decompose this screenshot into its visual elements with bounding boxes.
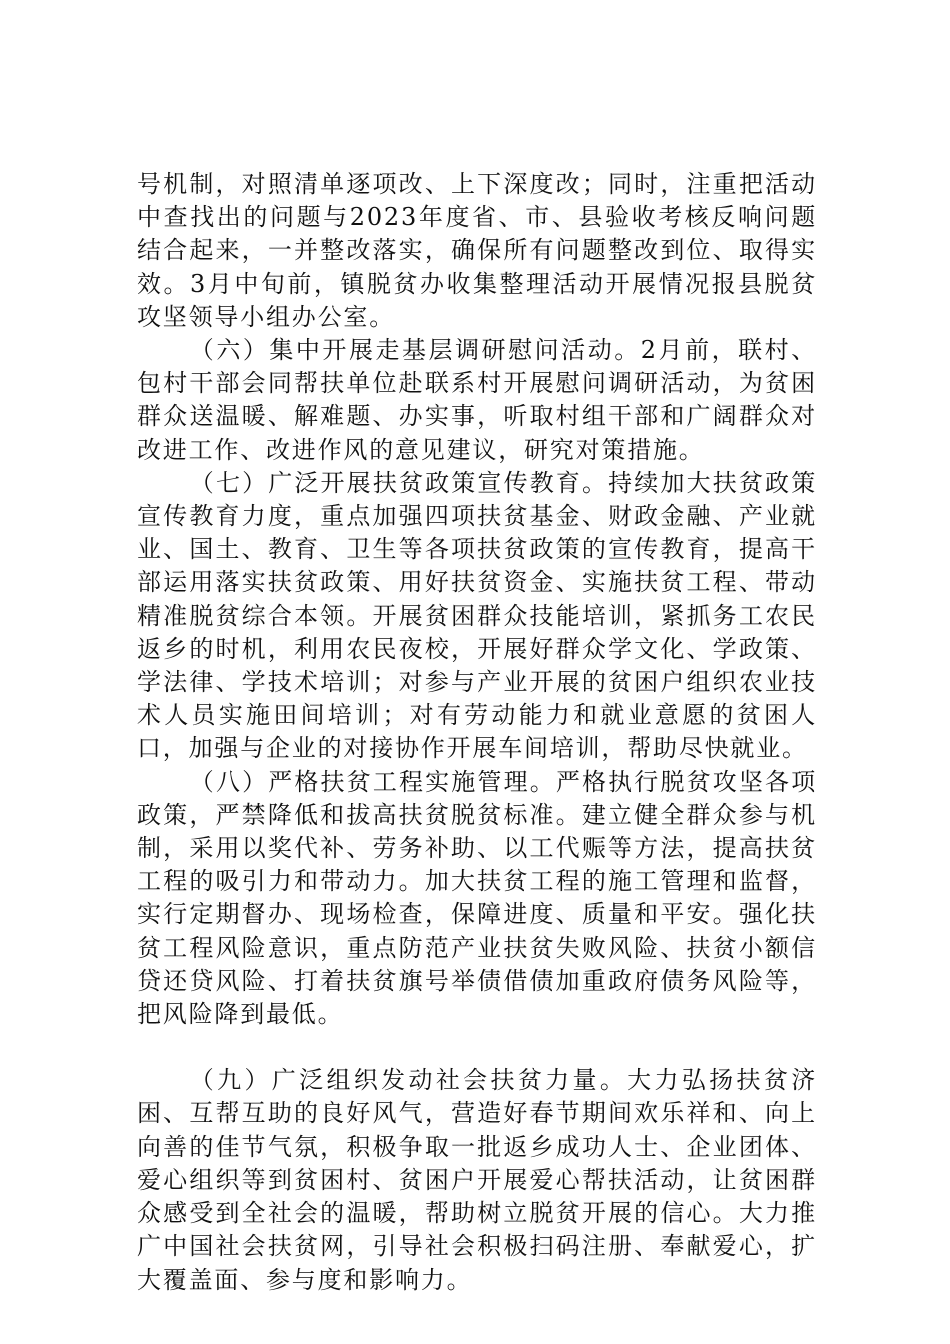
paragraph-continuation: 号机制，对照清单逐项改、上下深度改；同时，注重把活动中查找出的问题与2023年度省、市、县验收考核反响问题结合起来，一并整改落实，确保所有问题整改到位、取得实效。3月中旬前，镇脱贫办收集整理活动开展情况报县脱贫攻坚领导小组办公室。 bbox=[137, 170, 817, 331]
paragraph-section-8: （八）严格扶贫工程实施管理。严格执行脱贫攻坚各项政策，严禁降低和拔高扶贫脱贫标准。建立健全群众参与机制，采用以奖代补、劳务补助、以工代赈等方法，提高扶贫工程的吸引力和带动力。加大扶贫工程的施工管理和监督，实行定期督办、现场检查，保障进度、质量和平安。强化扶贫工程风险意识，重点防范产业扶贫失败风险、扶贫小额信贷还贷风险、打着扶贫旗号举债借债加重政府债务风险等，把风险降到最低。 bbox=[137, 767, 817, 1029]
paragraph-section-7: （七）广泛开展扶贫政策宣传教育。持续加大扶贫政策宣传教育力度，重点加强四项扶贫基金、财政金融、产业就业、国土、教育、卫生等各项扶贫政策的宣传教育，提高干部运用落实扶贫政策、用好扶贫资金、实施扶贫工程、带动精准脱贫综合本领。开展贫困群众技能培训，紧抓务工农民返乡的时机，利用农民夜校，开展好群众学文化、学政策、学法律、学技术培训；对参与产业开展的贫困户组织农业技术人员实施田间培训；对有劳动能力和就业意愿的贫困人口，加强与企业的对接协作开展车间培训，帮助尽快就业。 bbox=[137, 468, 817, 763]
paragraph-section-6: （六）集中开展走基层调研慰问活动。2月前，联村、包村干部会同帮扶单位赴联系村开展慰问调研活动，为贫困群众送温暖、解难题、办实事，听取村组干部和广阔群众对改进工作、改进作风的意见建议，研究对策措施。 bbox=[137, 336, 817, 464]
document-body bbox=[137, 168, 817, 1297]
paragraph-section-9: （九）广泛组织发动社会扶贫力量。大力弘扬扶贫济困、互帮互助的良好风气，营造好春节期间欢乐祥和、向上向善的佳节气氛，积极争取一批返乡成功人士、企业团体、爱心组织等到贫困村、贫困户开展爱心帮扶活动，让贫困群众感受到全社会的温暖，帮助树立脱贫开展的信心。大力推广中国社会扶贫网，引导社会积极扫码注册、奉献爱心，扩大覆盖面、参与度和影响力。 bbox=[137, 1066, 817, 1294]
